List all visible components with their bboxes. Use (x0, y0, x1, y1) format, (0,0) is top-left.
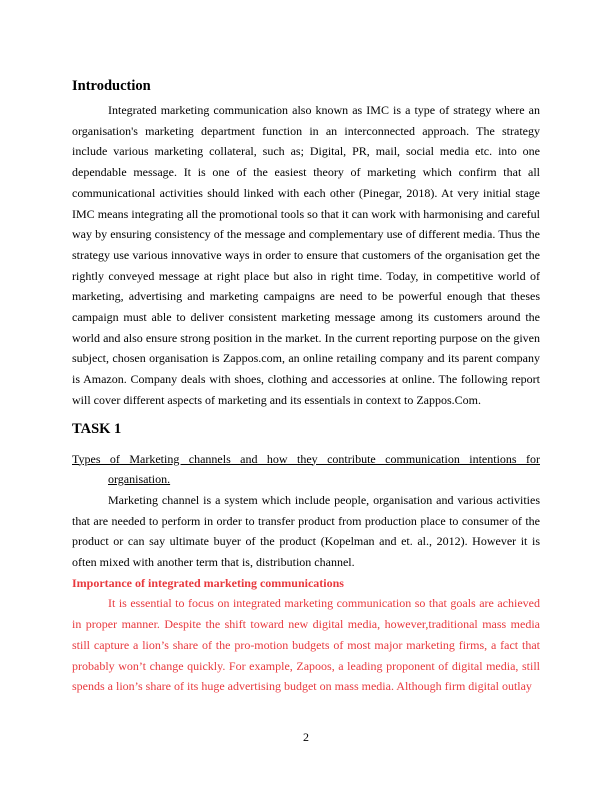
page-number: 2 (303, 730, 309, 744)
task1-paragraph: Marketing channel is a system which include people, organisation and various activities that are needed to perform in order to transfer product from production place to consumer of the product or can say ultimate buyer of the product (Kopelman and et. al., 2012). However it is often mixed with another term that is, distribution channel. (72, 492, 540, 570)
imc-importance-paragraph: It is essential to focus on integrated marketing communication so that goals are achieved in proper manner. Despite the shift toward new digital media, however,traditional mass media still capture a lion’s share of the pro-motion budgets of most major marketing firms, a fact that probably won’t change quickly. For example, Zapoos, a leading proponent of digital media, still spends a lion’s share of its huge advertising budget on mass media. Although firm digital outlay (72, 596, 540, 694)
introduction-heading: Introduction (72, 78, 151, 94)
page-content (72, 76, 540, 697)
task1-heading: TASK 1 (72, 420, 122, 437)
task1-subheading: Types of Marketing channels and how they contribute communication intentions for organisation. (72, 451, 540, 487)
introduction-paragraph: Integrated marketing communication also known as IMC is a type of strategy where an organisation's marketing department function in an interconnected approach. The strategy include various marketing collateral, such as; Digital, PR, mail, social media etc. into one dependable message. It is one of the easiest theory of marketing which confirm that all communicational activities should linked with each other (Pinegar, 2018). At very initial stage IMC means integrating all the promotional tools so that it can work with harmonising and careful way by ensuring consistency of the message and complementary use of different media. Thus the strategy use various innovative ways in order to ensure that customers of the organisation get the rightly conveyed message at right place but also in right time. Today, in competitive world of marketing, advertising and marketing campaigns are need to be powerful enough that theses campaign must able to deliver consistent marketing message among its customers around the world and also ensure strong position in the market. In the current reporting purpose on the given subject, chosen organisation is Zappos.com, an online retailing company and its parent company is Amazon. Company deals with shoes, clothing and accessories at online. The following report will cover different aspects of marketing and its essentials in context to Zappos.Com. (72, 103, 540, 407)
imc-importance-heading: Importance of integrated marketing communications (72, 575, 344, 590)
